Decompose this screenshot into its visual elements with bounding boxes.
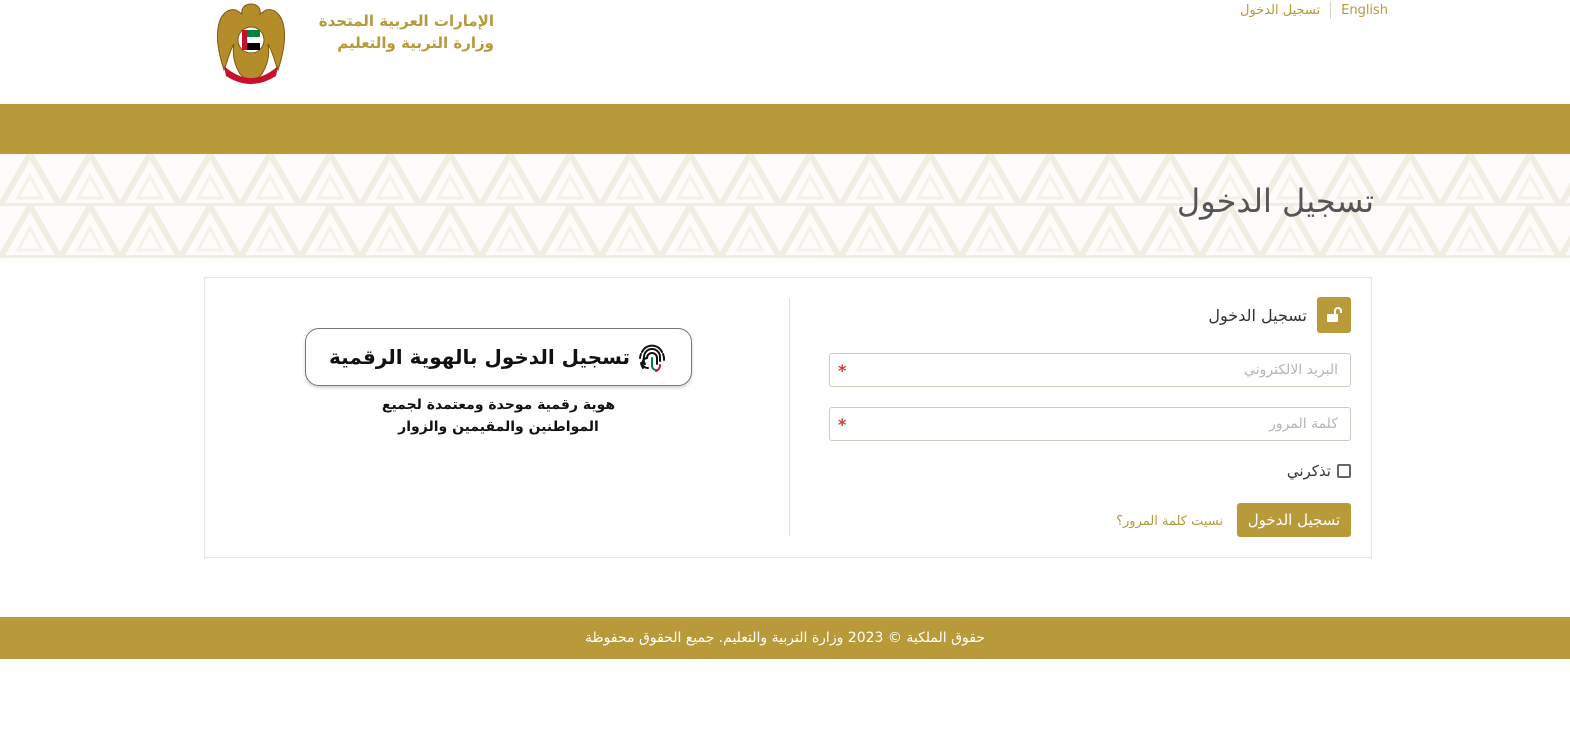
logo-ministry-name: وزارة التربية والتعليم (337, 34, 494, 52)
uae-emblem-icon (216, 0, 286, 86)
login-form-heading (1208, 297, 1351, 333)
gold-banner (0, 104, 1570, 154)
english-language-link[interactable]: English (1341, 2, 1389, 18)
forgot-password-link[interactable]: نسيت كلمة المرور؟ (1116, 514, 1223, 529)
login-submit-button[interactable]: تسجيل الدخول (1237, 503, 1351, 537)
footer (0, 617, 1570, 659)
uae-pass-desc-line1: هوية رقمية موحدة ومعتمدة لجميع (381, 397, 616, 413)
required-mark: * (838, 415, 847, 434)
uae-pass-label: تسجيل الدخول بالهوية الرقمية (329, 345, 630, 369)
email-field (829, 353, 1351, 387)
top-header (0, 0, 1570, 104)
page-title: تسجيل الدخول (1176, 182, 1374, 220)
ministry-logo[interactable] (216, 0, 496, 90)
required-mark: * (838, 361, 847, 380)
remember-label: تذكرني (1286, 462, 1331, 480)
top-links (1230, 0, 1398, 20)
remember-checkbox[interactable] (1337, 464, 1351, 478)
unlock-icon (1317, 297, 1351, 333)
footer-copyright: حقوق الملكية © 2023 وزارة التربية والتعليم. جميع الحقوق محفوظة (585, 630, 985, 646)
remember-me[interactable] (1287, 462, 1351, 480)
password-input[interactable] (830, 408, 1350, 440)
logo-country-name: الإمارات العربية المتحدة (318, 12, 494, 30)
email-input[interactable] (830, 354, 1350, 386)
password-field (829, 407, 1351, 441)
login-top-link[interactable]: تسجيل الدخول (1240, 2, 1321, 18)
login-heading-label: تسجيل الدخول (1208, 305, 1307, 325)
uae-pass-description (305, 394, 692, 438)
logo-text (300, 10, 494, 54)
uae-pass-desc-line2: المواطنين والمقيمين والزوار (398, 419, 599, 435)
uae-pass-login-button[interactable] (305, 328, 692, 386)
vertical-divider (789, 298, 790, 536)
login-card (204, 277, 1372, 558)
fingerprint-icon (636, 340, 668, 374)
